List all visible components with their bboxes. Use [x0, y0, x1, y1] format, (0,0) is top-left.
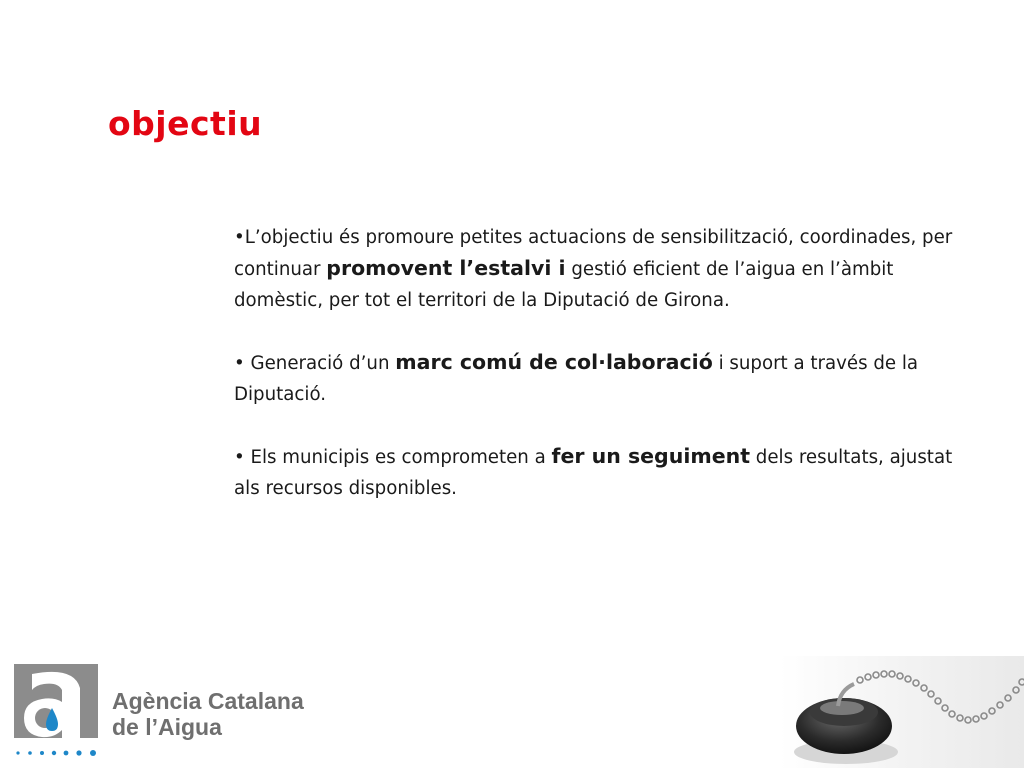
bullet-followup	[234, 441, 954, 504]
bullet-text: dels resultats, ajustat als recursos disponibles.	[234, 447, 953, 499]
bullet-text: i suport a través de la Diputació.	[234, 353, 919, 405]
bullet-text: • Els municipis es comprometen a	[234, 447, 552, 468]
bullet-framework	[234, 347, 954, 410]
logo-line2: de l’Aigua	[112, 714, 222, 740]
aca-logo	[14, 664, 344, 756]
logo-dots-icon	[16, 744, 100, 762]
bullet-text: •L’objectiu és promoure petites actuacions de sensibilització, coordinades, per continuar	[234, 227, 953, 280]
bullet-text: gestió eficient de l’aigua en l’àmbit domèstic, per tot el territori de la Diputació de Girona.	[234, 259, 894, 311]
bullet-emphasis: promovent l’estalvi i	[326, 256, 566, 280]
bullet-objective	[234, 222, 954, 316]
logo-line1: Agència Catalana	[112, 688, 304, 714]
slide-title: objectiu	[108, 104, 263, 143]
bullet-emphasis: fer un seguiment	[551, 444, 751, 468]
slide-body	[234, 222, 954, 535]
sink-plug-with-chain-photo	[780, 656, 1024, 768]
bullet-emphasis: marc comú de col·laboració	[395, 350, 713, 374]
logo-a-mark-icon	[14, 664, 98, 738]
logo-wordmark	[112, 688, 304, 740]
bullet-text: • Generació d’un	[234, 353, 396, 374]
